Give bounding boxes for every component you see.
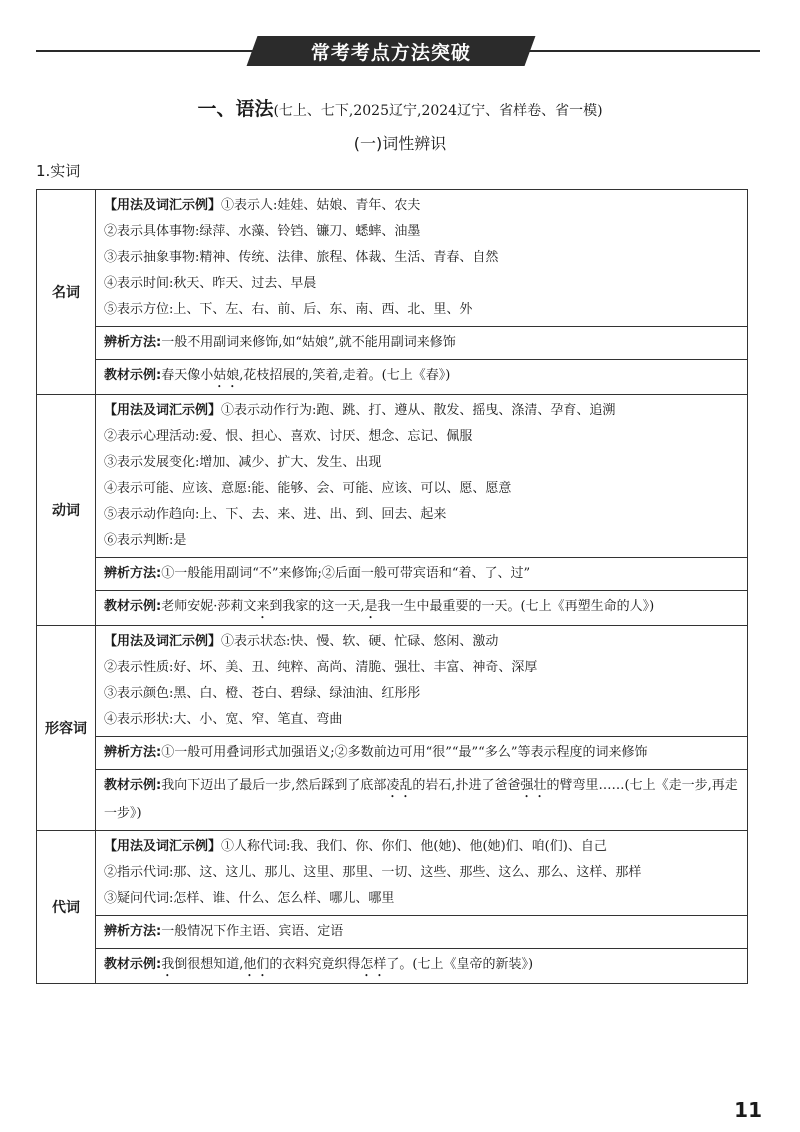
example-text: 我一生中最重要的一天。(七上《再塑生命的人》)	[377, 599, 655, 614]
usage-line	[104, 398, 739, 424]
usage-text: ②指示代词:那、这、这儿、那儿、这里、那里、一切、这些、那些、这么、那么、这样、那样	[104, 865, 642, 880]
usage-line	[104, 707, 739, 733]
example-text: 的臂弯里……(七上《走一步,再走一步》)	[104, 778, 738, 821]
example-text: 的衣料究竟织得	[269, 957, 361, 972]
usage-text: ①人称代词:我、我们、你、你们、他(她)、他(她)们、咱(们)、自己	[221, 839, 607, 854]
example-text: 到我家的这一天,	[269, 599, 365, 614]
example-emphasis: 强壮	[520, 778, 547, 793]
usage-line	[104, 219, 739, 245]
usage-text: ①表示动作行为:跑、跳、打、遵从、散发、摇曳、涤清、孕育、追溯	[221, 403, 616, 418]
category-label: 代词	[37, 831, 96, 984]
usage-line	[104, 528, 739, 554]
analysis-cell	[96, 558, 748, 591]
example-emphasis: 他们	[243, 957, 270, 972]
usage-line	[104, 655, 739, 681]
subsection-heading: 1.实词	[36, 162, 81, 180]
example-emphasis: 是	[364, 599, 378, 614]
banner-text: 常考考点方法突破	[310, 41, 471, 64]
subsection-title: (一)词性辨识	[353, 134, 447, 153]
usage-cell	[96, 190, 748, 327]
usage-text: ④表示可能、应该、意愿:能、能够、会、可能、应该、可以、愿、愿意	[104, 481, 512, 496]
usage-text: ⑤表示方位:上、下、左、右、前、后、东、南、西、北、里、外	[104, 302, 473, 317]
example-cell	[96, 770, 748, 831]
word-class-table	[36, 189, 748, 984]
usage-line	[104, 681, 739, 707]
example-label: 教材示例:	[104, 368, 162, 383]
analysis-text: 一般情况下作主语、宾语、定语	[161, 924, 344, 939]
example-cell	[96, 360, 748, 395]
example-text: 倒很想知道,	[174, 957, 244, 972]
usage-line	[104, 297, 739, 323]
example-emphasis: 来	[256, 599, 270, 614]
usage-line	[104, 629, 739, 655]
example-label: 教材示例:	[104, 599, 162, 614]
example-emphasis: 姑娘	[213, 368, 240, 383]
page-number: 11	[734, 1098, 762, 1122]
usage-line	[104, 860, 739, 886]
example-text: ,花枝招展的,笑着,走着。(七上《春》)	[239, 368, 451, 383]
usage-label: 【用法及词汇示例】	[104, 839, 222, 854]
analysis-text: ①一般可用叠词形式加强语义;②多数前边可用“很”“最”“多么”等表示程度的词来修饰	[161, 745, 648, 760]
usage-text: ③疑问代词:怎样、谁、什么、怎么样、哪儿、哪里	[104, 891, 395, 906]
category-label: 动词	[37, 395, 96, 626]
category-label: 名词	[37, 190, 96, 395]
usage-text: ⑤表示动作趋向:上、下、去、来、进、出、到、回去、起来	[104, 507, 447, 522]
usage-line	[104, 271, 739, 297]
usage-line	[104, 245, 739, 271]
analysis-cell	[96, 916, 748, 949]
usage-line	[104, 450, 739, 476]
usage-text: ②表示心理活动:爱、恨、担心、喜欢、讨厌、想念、忘记、佩服	[104, 429, 473, 444]
example-text: 的岩石,扑进了爸爸	[412, 778, 521, 793]
analysis-text: ①一般能用副词“不”来修饰;②后面一般可带宾语和“着、了、过”	[161, 566, 531, 581]
example-cell	[96, 949, 748, 984]
usage-line	[104, 424, 739, 450]
analysis-label: 辨析方法:	[104, 924, 162, 939]
example-emphasis: 怎样	[360, 957, 387, 972]
usage-text: ①表示状态:快、慢、软、硬、忙碌、悠闲、激动	[221, 634, 499, 649]
usage-text: ④表示形状:大、小、宽、窄、笔直、弯曲	[104, 712, 343, 727]
section-title	[0, 94, 800, 121]
usage-line	[104, 886, 739, 912]
analysis-cell	[96, 737, 748, 770]
usage-label: 【用法及词汇示例】	[104, 403, 222, 418]
usage-text: ①表示人:娃娃、姑娘、青年、农夫	[221, 198, 421, 213]
usage-cell	[96, 831, 748, 916]
example-label: 教材示例:	[104, 957, 162, 972]
example-text: 我向下迈出了最后一步,然后踩到了底部	[161, 778, 387, 793]
example-emphasis: 我	[161, 957, 175, 972]
usage-line	[104, 502, 739, 528]
usage-text: ③表示颜色:黑、白、橙、苍白、碧绿、绿油油、红彤彤	[104, 686, 421, 701]
section-title-text: 一、语法	[197, 98, 274, 120]
analysis-label: 辨析方法:	[104, 566, 162, 581]
example-label: 教材示例:	[104, 778, 162, 793]
analysis-label: 辨析方法:	[104, 745, 162, 760]
category-label: 形容词	[37, 626, 96, 831]
analysis-text: 一般不用副词来修饰,如“姑娘”,就不能用副词来修饰	[161, 335, 456, 350]
usage-text: ⑥表示判断:是	[104, 533, 187, 548]
usage-cell	[96, 395, 748, 558]
section-title-note: (七上、七下,2025辽宁,2024辽宁、省样卷、省一模)	[273, 103, 603, 119]
example-text: 春天像小	[161, 368, 214, 383]
example-cell	[96, 591, 748, 626]
usage-label: 【用法及词汇示例】	[104, 198, 222, 213]
usage-line	[104, 834, 739, 860]
usage-cell	[96, 626, 748, 737]
analysis-label: 辨析方法:	[104, 335, 162, 350]
usage-text: ②表示性质:好、坏、美、丑、纯粹、高尚、清脆、强壮、丰富、神奇、深厚	[104, 660, 538, 675]
section-banner	[247, 36, 536, 66]
example-text: 老师安妮·莎莉文	[161, 599, 257, 614]
usage-text: ③表示抽象事物:精神、传统、法律、旅程、体裁、生活、青春、自然	[104, 250, 499, 265]
usage-text: ③表示发展变化:增加、减少、扩大、发生、出现	[104, 455, 382, 470]
example-text: 了。(七上《皇帝的新装》)	[386, 957, 534, 972]
usage-text: ④表示时间:秋天、昨天、过去、早晨	[104, 276, 317, 291]
analysis-cell	[96, 327, 748, 360]
usage-label: 【用法及词汇示例】	[104, 634, 222, 649]
usage-line	[104, 193, 739, 219]
usage-text: ②表示具体事物:绿萍、水藻、铃铛、镰刀、蟋蟀、油墨	[104, 224, 421, 239]
example-emphasis: 凌乱	[386, 778, 413, 793]
usage-line	[104, 476, 739, 502]
